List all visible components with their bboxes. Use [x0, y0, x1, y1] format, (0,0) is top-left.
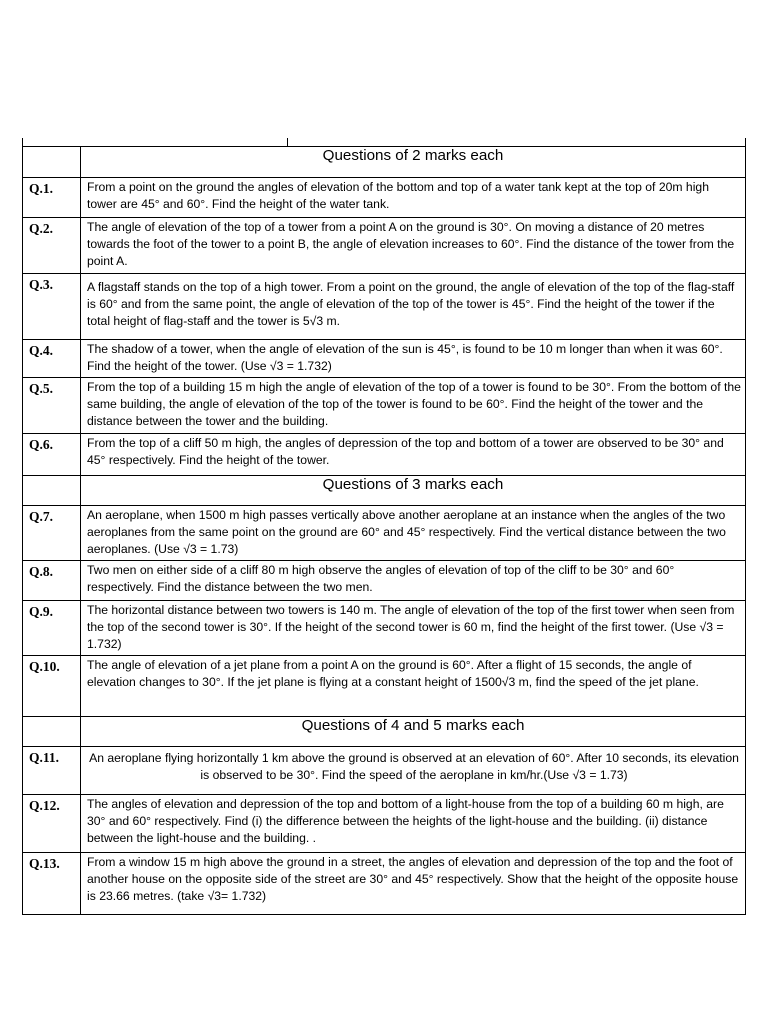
question-number: Q.5.: [23, 378, 81, 434]
question-row: [23, 747, 746, 795]
question-text: The shadow of a tower, when the angle of elevation of the sun is 45°, is found to be 10 m longer than when it was 60°. Find the height of the tower. (Use √3 = 1.732): [81, 340, 746, 378]
question-text: A flagstaff stands on the top of a high tower. From a point on the ground, the angle of elevation of the top of the flag-staff is 60° and from the same point, the angle of elevation of the top of the tower is 45°. Find the height of the tower if the total height of flag-staff and the tower is 5√3 m.: [81, 274, 746, 340]
question-text: From the top of a building 15 m high the angle of elevation of the top of a tower is found to be 30°. From the bottom of the same building, the angle of elevation of the top of the tower is found to be 60°. Find the height of the tower and the distance between the tower and the building.: [81, 378, 746, 434]
heading-blank-cell: [23, 476, 81, 506]
table-edge-stub-left: [22, 138, 23, 146]
question-row: [23, 853, 746, 915]
question-number: Q.13.: [23, 853, 81, 915]
question-text: From the top of a cliff 50 m high, the angles of depression of the top and bottom of a tower are observed to be 30° and 45° respectively. Find the height of the tower.: [81, 434, 746, 476]
question-number: Q.8.: [23, 561, 81, 601]
table-edge-stub-middle: [287, 138, 288, 146]
section-heading: Questions of 2 marks each: [81, 147, 746, 178]
question-row: [23, 274, 746, 340]
question-row: [23, 795, 746, 853]
question-number: Q.2.: [23, 218, 81, 274]
question-number: Q.3.: [23, 274, 81, 340]
question-text: From a window 15 m high above the ground in a street, the angles of elevation and depression of the top and the foot of another house on the opposite side of the street are 30° and 45° respectively. Show that the height of the opposite house is 23.66 metres. (take √3= 1.732): [81, 853, 746, 915]
question-row: [23, 218, 746, 274]
question-text: Two men on either side of a cliff 80 m high observe the angles of elevation of top of the cliff to be 30° and 60° respectively. Find the distance between the two men.: [81, 561, 746, 601]
table-edge-stub-right: [745, 138, 746, 146]
question-row: [23, 506, 746, 561]
question-text: The angle of elevation of the top of a tower from a point A on the ground is 30°. On moving a distance of 20 metres towards the foot of the tower to a point B, the angle of elevation increases to 60°. Find the distance of the tower from the point A.: [81, 218, 746, 274]
question-row: [23, 601, 746, 656]
heading-blank-cell: [23, 147, 81, 178]
heading-blank-cell: [23, 717, 81, 747]
question-number: Q.12.: [23, 795, 81, 853]
question-number: Q.6.: [23, 434, 81, 476]
question-row: [23, 434, 746, 476]
question-number: Q.1.: [23, 178, 81, 218]
question-row: [23, 561, 746, 601]
section-heading-row: [23, 147, 746, 178]
question-number: Q.10.: [23, 656, 81, 717]
section-heading: Questions of 3 marks each: [81, 476, 746, 506]
question-table: [22, 146, 746, 915]
question-number: Q.11.: [23, 747, 81, 795]
question-row: [23, 178, 746, 218]
question-number: Q.9.: [23, 601, 81, 656]
question-row: [23, 378, 746, 434]
section-heading: Questions of 4 and 5 marks each: [81, 717, 746, 747]
question-text: The angle of elevation of a jet plane from a point A on the ground is 60°. After a flight of 15 seconds, the angle of elevation changes to 30°. If the jet plane is flying at a constant height of 1500√3 m, find the speed of the jet plane.: [81, 656, 746, 717]
question-text: An aeroplane, when 1500 m high passes vertically above another aeroplane at an instance when the angles of the two aeroplanes from the same point on the ground are 60° and 45° respectively. Find the vertical distance between the two aeroplanes. (Use √3 = 1.73): [81, 506, 746, 561]
question-number: Q.4.: [23, 340, 81, 378]
question-text: From a point on the ground the angles of elevation of the bottom and top of a water tank kept at the top of 20m high tower are 45° and 60°. Find the height of the water tank.: [81, 178, 746, 218]
question-number: Q.7.: [23, 506, 81, 561]
question-text: An aeroplane flying horizontally 1 km above the ground is observed at an elevation of 60°. After 10 seconds, its elevation is observed to be 30°. Find the speed of the aeroplane in km/hr.(Use √3 = 1.73): [81, 747, 746, 795]
question-text: The horizontal distance between two towers is 140 m. The angle of elevation of the top of the first tower when seen from the top of the second tower is 30°. If the height of the second tower is 60 m, find the height of the first tower. (Use √3 = 1.732): [81, 601, 746, 656]
question-row: [23, 656, 746, 717]
question-text: The angles of elevation and depression of the top and bottom of a light-house from the top of a building 60 m high, are 30° and 60° respectively. Find (i) the difference between the heights of the light-house and the building. (ii) distance between the light-house and the building. .: [81, 795, 746, 853]
question-row: [23, 340, 746, 378]
section-heading-row: [23, 717, 746, 747]
section-heading-row: [23, 476, 746, 506]
